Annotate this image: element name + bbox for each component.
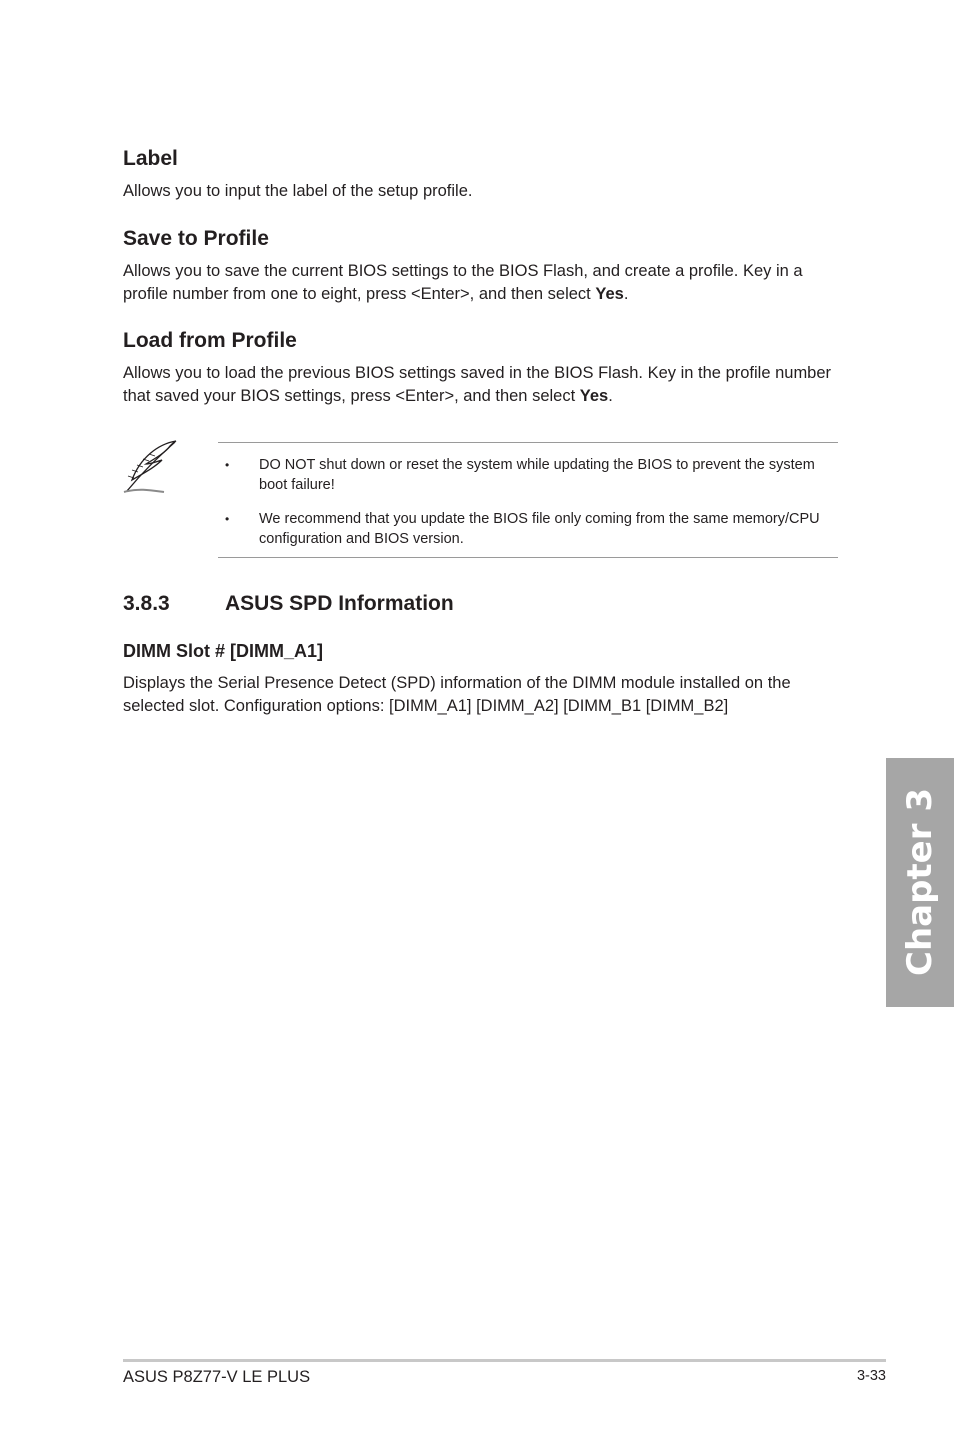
note-text: DO NOT shut down or reset the system while updating the BIOS to prevent the system boot failure!: [259, 457, 815, 493]
label-description: Allows you to input the label of the setup profile.: [123, 182, 473, 200]
feather-quill-icon: [120, 438, 182, 496]
footer-product-name: ASUS P8Z77-V LE PLUS: [123, 1368, 311, 1386]
load-from-profile-heading: Load from Profile: [123, 329, 297, 352]
load-description-text: Allows you to load the previous BIOS settings saved in the BIOS Flash. Key in the profile number that saved your BIOS settings, press <Enter>, and then select: [123, 364, 832, 405]
footer-page-number: 3-33: [856, 1368, 886, 1384]
load-description-end: .: [608, 387, 613, 405]
save-to-profile-heading: Save to Profile: [123, 227, 269, 250]
section-number: 3.8.3: [123, 592, 170, 615]
save-to-profile-description: [123, 260, 843, 306]
chapter-tab-label: Chapter 3: [900, 787, 940, 977]
note-text: We recommend that you update the BIOS file only coming from the same memory/CPU configuration and BIOS version.: [259, 511, 820, 547]
bullet: •: [225, 512, 230, 526]
save-description-yes: Yes: [595, 285, 624, 303]
load-from-profile-description: [123, 362, 843, 408]
dimm-slot-heading: DIMM Slot # [DIMM_A1]: [123, 641, 323, 661]
save-description-text: Allows you to save the current BIOS settings to the BIOS Flash, and create a profile. Key in a profile number from one to eight, press <Enter>, and then select: [123, 262, 803, 303]
section-title: ASUS SPD Information: [225, 592, 454, 615]
note-box: [218, 442, 838, 558]
chapter-tab: [886, 758, 954, 1007]
bullet: •: [225, 458, 230, 472]
save-description-end: .: [623, 285, 629, 303]
label-heading: Label: [123, 147, 178, 170]
footer-divider: [123, 1359, 886, 1362]
dimm-slot-description: Displays the Serial Presence Detect (SPD) information of the DIMM module installed on the selected slot. Configuration options: [DIMM_A1] [DIMM_A2] [DIMM_B1 [DIMM_B2]: [123, 674, 791, 715]
load-description-yes: Yes: [579, 387, 609, 405]
